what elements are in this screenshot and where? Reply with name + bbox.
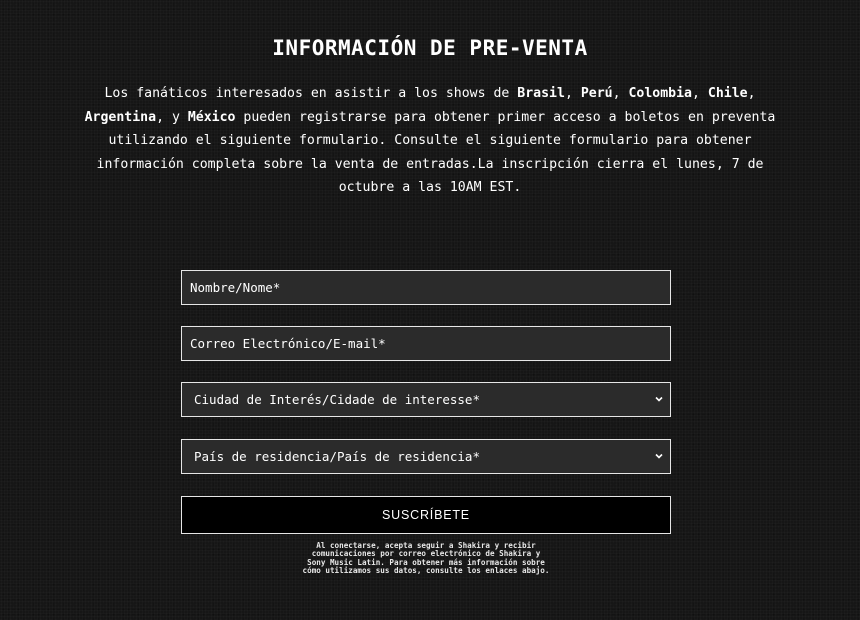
city-select[interactable]: [181, 382, 671, 417]
separator: ,: [692, 86, 708, 101]
country-argentina: Argentina: [84, 109, 157, 125]
intro-paragraph: [80, 82, 780, 200]
consent-disclaimer: Al conectarse, acepta seguir a Shakira y recibir comunicaciones por correo electrónico de Shakira y Sony Music Latin. Para obtener más información sobre cómo utilizamos sus datos, consulte los enlaces abajo.: [302, 541, 550, 576]
country-chile: Chile: [707, 86, 748, 101]
page-title: INFORMACIÓN DE PRE-VENTA: [272, 36, 588, 60]
separator: ,: [747, 86, 756, 101]
separator: , y: [156, 109, 188, 125]
name-placeholder: Nombre/Nome*: [190, 280, 281, 295]
chevron-down-icon: [654, 451, 664, 461]
separator: ,: [564, 86, 581, 101]
name-input[interactable]: [181, 270, 671, 305]
chevron-down-icon: [654, 394, 664, 404]
country-colombia: Colombia: [628, 86, 693, 101]
email-placeholder: Correo Electrónico/E-mail*: [190, 336, 386, 351]
subscribe-button-label: SUSCRÍBETE: [382, 508, 470, 522]
intro-text-end: pueden registrarse para obtener primer acceso a boletos en preventa utilizando el siguiente formulario. Consulte el siguiente formulario para obtener información completa sobre la venta de entradas.La inscripción cierra el lunes, 7 de octubre a las 10AM EST.: [96, 109, 776, 195]
country-peru: Perú: [580, 86, 613, 101]
separator: ,: [612, 86, 629, 101]
country-select[interactable]: [181, 439, 671, 474]
subscribe-button[interactable]: [181, 496, 671, 534]
country-mexico: México: [187, 109, 236, 125]
email-input[interactable]: [181, 326, 671, 361]
country-select-value: País de residencia/País de residencia*: [194, 449, 480, 464]
city-select-value: Ciudad de Interés/Cidade de interesse*: [194, 392, 480, 407]
intro-text-start: Los fanáticos interesados en asistir a los shows de: [104, 86, 518, 101]
country-brasil: Brasil: [517, 86, 565, 101]
presale-form: [181, 270, 671, 534]
